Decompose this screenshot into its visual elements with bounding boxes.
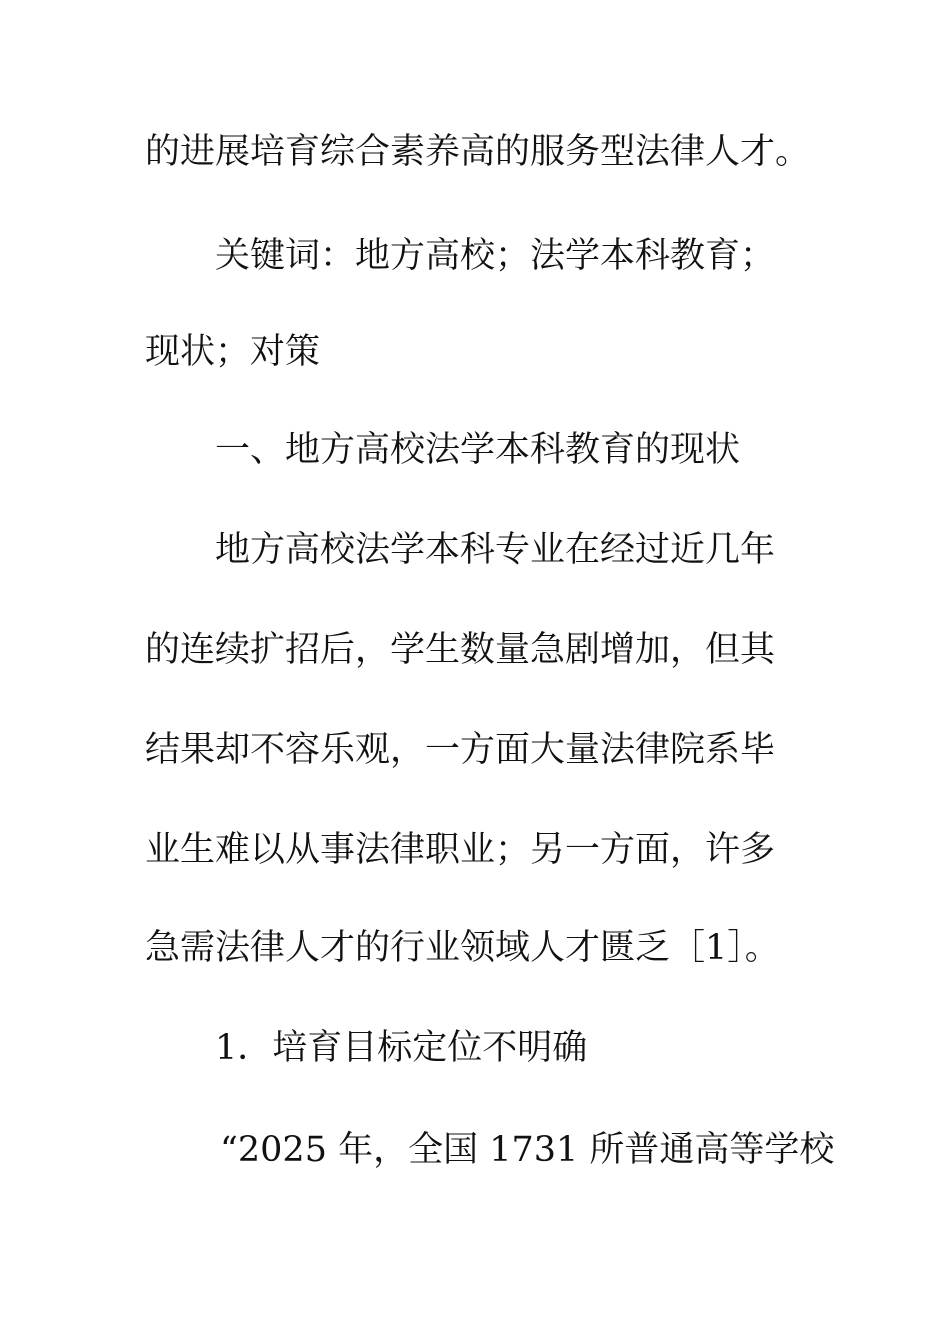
paragraph-line: 地方高校法学本科专业在经过近几年: [215, 530, 776, 570]
paragraph-line: 结果却不容乐观，一方面大量法律院系毕: [145, 730, 776, 770]
paragraph-line: “2025 年，全国 1731 所普通高等学校: [220, 1130, 835, 1170]
text-line: 的进展培育综合素养高的服务型法律人才。: [145, 132, 811, 172]
paragraph-line: 急需法律人才的行业领域人才匮乏［1］。: [145, 928, 780, 968]
section-heading: 一、地方高校法学本科教育的现状: [215, 430, 741, 470]
paragraph-line: 的连续扩招后，学生数量急剧增加，但其: [145, 630, 776, 670]
subsection-heading: 1．培育目标定位不明确: [215, 1028, 588, 1068]
paragraph-line: 业生难以从事法律职业；另一方面，许多: [145, 830, 776, 870]
keywords-continuation: 现状；对策: [145, 332, 321, 372]
keywords-line: 关键词：地方高校；法学本科教育；: [215, 236, 776, 276]
